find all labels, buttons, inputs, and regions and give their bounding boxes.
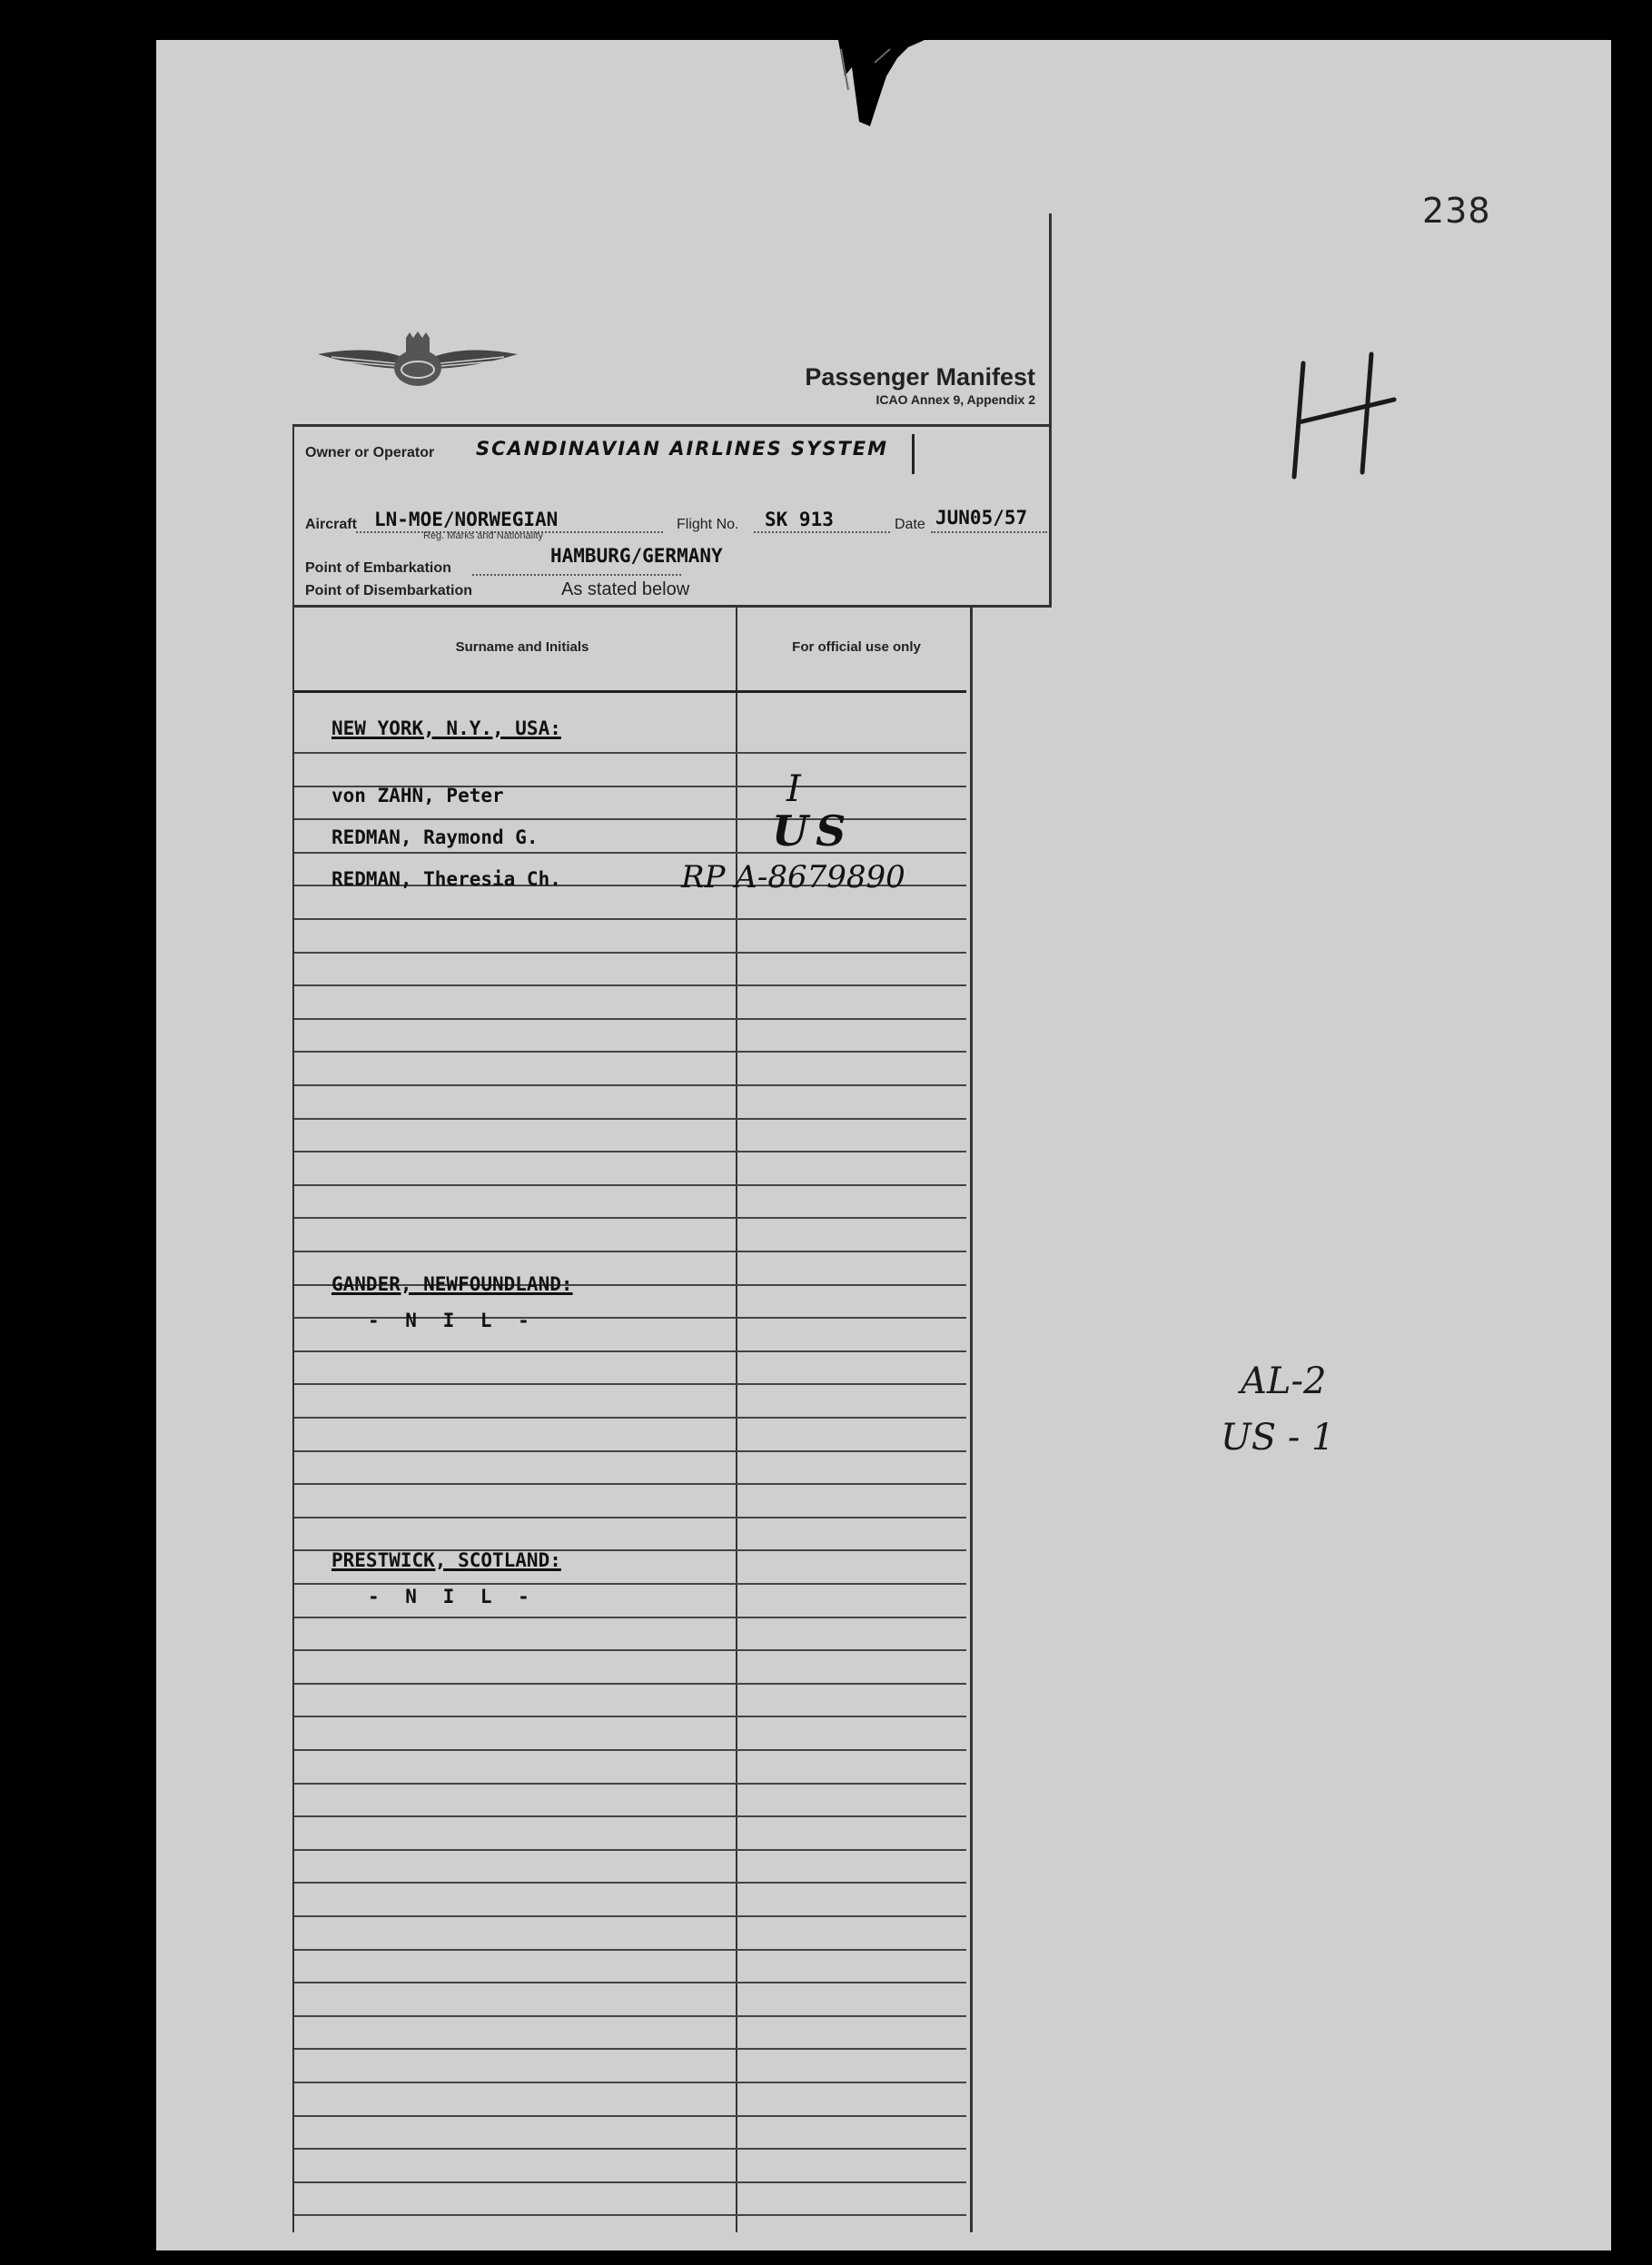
table-rule bbox=[294, 1783, 966, 1785]
date-value: JUN05/57 bbox=[935, 507, 1028, 529]
table-rule bbox=[294, 1815, 966, 1817]
header-right-border bbox=[1049, 213, 1052, 606]
table-rule bbox=[294, 1583, 966, 1585]
nil-entry: - N I L - bbox=[368, 1586, 537, 1607]
table-rule bbox=[294, 752, 966, 754]
table-rule bbox=[294, 1450, 966, 1452]
table-rule bbox=[294, 2115, 966, 2117]
section-heading-newyork: NEW YORK, N.Y., USA: bbox=[331, 717, 561, 739]
table-rule bbox=[294, 2048, 966, 2050]
airline-logo bbox=[313, 327, 522, 400]
document-subtitle: ICAO Annex 9, Appendix 2 bbox=[875, 392, 1035, 407]
table-rule bbox=[294, 1084, 966, 1086]
embark-label: Point of Embarkation bbox=[305, 560, 451, 576]
header-left-border bbox=[292, 424, 294, 606]
check-mark bbox=[912, 434, 915, 474]
official-mark: US bbox=[772, 806, 854, 856]
passenger-name: von ZAHN, Peter bbox=[331, 785, 504, 806]
note-al: AL-2 bbox=[1241, 1360, 1327, 1402]
section-heading-gander: GANDER, NEWFOUNDLAND: bbox=[331, 1273, 573, 1295]
table-rule bbox=[294, 1018, 966, 1020]
table-rule bbox=[294, 984, 966, 986]
table-rule bbox=[294, 2015, 966, 2017]
passenger-name: REDMAN, Theresia Ch. bbox=[331, 868, 561, 890]
table-rule bbox=[294, 1217, 966, 1219]
stamp-letter-h bbox=[1285, 350, 1412, 486]
table-rule bbox=[294, 1617, 966, 1618]
torn-edge bbox=[788, 40, 925, 140]
table-rule bbox=[294, 1683, 966, 1685]
page-number: 238 bbox=[1422, 191, 1491, 231]
table-rule bbox=[294, 690, 966, 693]
table-rule bbox=[294, 818, 966, 820]
owner-label: Owner or Operator bbox=[305, 445, 435, 460]
table-rule bbox=[294, 1118, 966, 1120]
flight-value: SK 913 bbox=[765, 509, 834, 530]
table-rule bbox=[294, 1483, 966, 1485]
table-rule bbox=[294, 918, 966, 920]
passenger-name: REDMAN, Raymond G. bbox=[331, 826, 539, 848]
col-surname: Surname and Initials bbox=[455, 639, 589, 655]
table-rule bbox=[294, 1350, 966, 1352]
table-rule bbox=[294, 1882, 966, 1884]
flight-label: Flight No. bbox=[677, 517, 739, 532]
manifest-table bbox=[292, 605, 973, 2232]
table-rule bbox=[294, 2148, 966, 2150]
table-rule bbox=[294, 1184, 966, 1186]
table-rule bbox=[294, 1649, 966, 1651]
aircraft-caption: Reg. Marks and Nationality bbox=[423, 530, 544, 541]
nil-entry: - N I L - bbox=[368, 1310, 537, 1331]
table-rule bbox=[294, 1982, 966, 1983]
table-rule bbox=[294, 1517, 966, 1518]
header-divider bbox=[292, 424, 1052, 427]
official-mark: RP A-8679890 bbox=[681, 859, 905, 895]
document-title: Passenger Manifest bbox=[805, 363, 1035, 391]
note-us: US - 1 bbox=[1221, 1417, 1335, 1459]
flight-line bbox=[754, 531, 890, 533]
section-heading-prestwick: PRESTWICK, SCOTLAND: bbox=[331, 1549, 561, 1571]
date-line bbox=[931, 531, 1047, 533]
column-divider bbox=[736, 605, 737, 2232]
table-rule bbox=[294, 2214, 966, 2216]
table-rule bbox=[294, 2181, 966, 2183]
table-rule bbox=[294, 2082, 966, 2083]
table-rule bbox=[294, 1949, 966, 1951]
table-rule bbox=[294, 1051, 966, 1053]
svg-text:H: H bbox=[1285, 350, 1286, 351]
table-rule bbox=[294, 1749, 966, 1751]
aircraft-label: Aircraft bbox=[305, 517, 357, 532]
table-rule bbox=[294, 1417, 966, 1419]
disembark-value: As stated below bbox=[561, 579, 690, 599]
owner-value: SCANDINAVIAN AIRLINES SYSTEM bbox=[476, 438, 889, 460]
table-rule bbox=[294, 1383, 966, 1385]
table-rule bbox=[294, 1251, 966, 1252]
date-label: Date bbox=[895, 517, 925, 532]
aircraft-line bbox=[356, 531, 663, 533]
embark-line bbox=[472, 574, 681, 576]
table-rule bbox=[294, 1849, 966, 1851]
col-official: For official use only bbox=[792, 639, 921, 655]
disembark-label: Point of Disembarkation bbox=[305, 583, 473, 598]
table-rule bbox=[294, 1151, 966, 1152]
table-rule bbox=[294, 952, 966, 954]
table-rule bbox=[294, 1915, 966, 1917]
aircraft-value: LN-MOE/NORWEGIAN bbox=[374, 509, 559, 530]
official-mark: I bbox=[786, 768, 801, 810]
embark-value: HAMBURG/GERMANY bbox=[550, 545, 723, 567]
table-rule bbox=[294, 1716, 966, 1717]
table-rule bbox=[294, 852, 966, 854]
